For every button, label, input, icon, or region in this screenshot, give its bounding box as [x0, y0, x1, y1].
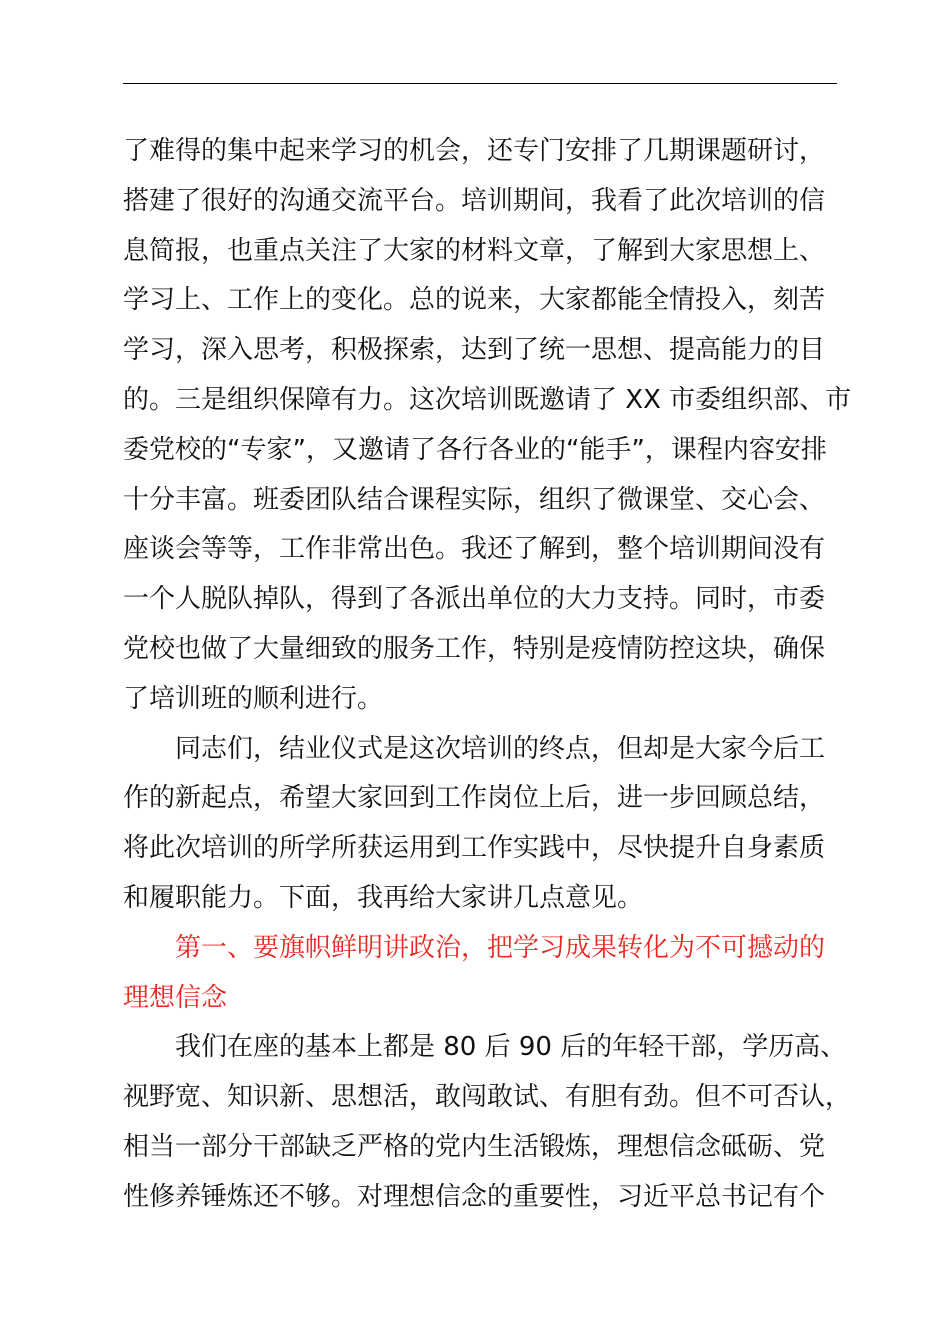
text-line: 学习，深入思考，积极探索，达到了统一思想、提高能力的目: [123, 335, 826, 366]
paragraph-young-cadres: [123, 1023, 863, 1222]
paragraph-closing-remarks: [123, 725, 863, 924]
text-line: 的。三是组织保障有力。这次培训既邀请了 XX 市委组织部、市: [123, 384, 852, 415]
text-line: 了难得的集中起来学习的机会，还专门安排了几期课题研讨，: [123, 136, 826, 166]
text-line: 委党校的“专家”，又邀请了各行各业的“能手”，课程内容安排: [123, 434, 827, 465]
text-line: 学习上、工作上的变化。总的说来，大家都能全情投入，刻苦: [123, 285, 826, 316]
text-line: 性修养锤炼还不够。对理想信念的重要性，习近平总书记有个: [123, 1181, 826, 1212]
section-heading-first: [123, 924, 863, 1024]
text-line: 党校也做了大量细致的服务工作，特别是疫情防控这块，确保: [123, 633, 826, 664]
text-line: 相当一部分干部缺乏严格的党内生活锻炼，理想信念砥砺、党: [123, 1131, 826, 1162]
text-line: 搭建了很好的沟通交流平台。培训期间，我看了此次培训的信: [123, 185, 826, 216]
header-rule: [123, 83, 837, 84]
heading-line: 第一、要旗帜鲜明讲政治，把学习成果转化为不可撼动的: [123, 932, 826, 963]
text-line: 了培训班的顺利进行。: [123, 683, 384, 714]
text-line: 将此次培训的所学所获运用到工作实践中，尽快提升自身素质: [123, 833, 826, 864]
text-line: 十分丰富。班委团队结合课程实际，组织了微课堂、交心会、: [123, 484, 826, 515]
text-line: 作的新起点，希望大家回到工作岗位上后，进一步回顾总结，: [123, 783, 826, 814]
text-line: 同志们，结业仪式是这次培训的终点，但却是大家今后工: [123, 733, 826, 764]
text-line: 一个人脱队掉队，得到了各派出单位的大力支持。同时，市委: [123, 584, 826, 615]
paragraph-training-summary: [123, 127, 863, 725]
heading-line: 理想信念: [123, 982, 228, 1013]
text-line: 座谈会等等，工作非常出色。我还了解到，整个培训期间没有: [123, 534, 826, 565]
text-line: 息简报，也重点关注了大家的材料文章，了解到大家思想上、: [123, 235, 826, 266]
text-line: 我们在座的基本上都是 80 后 90 后的年轻干部，学历高、: [123, 1032, 847, 1063]
text-line: 视野宽、知识新、思想活，敢闯敢试、有胆有劲。但不可否认，: [123, 1082, 852, 1113]
text-line: 和履职能力。下面，我再给大家讲几点意见。: [123, 882, 644, 913]
document-body: [123, 127, 863, 1223]
